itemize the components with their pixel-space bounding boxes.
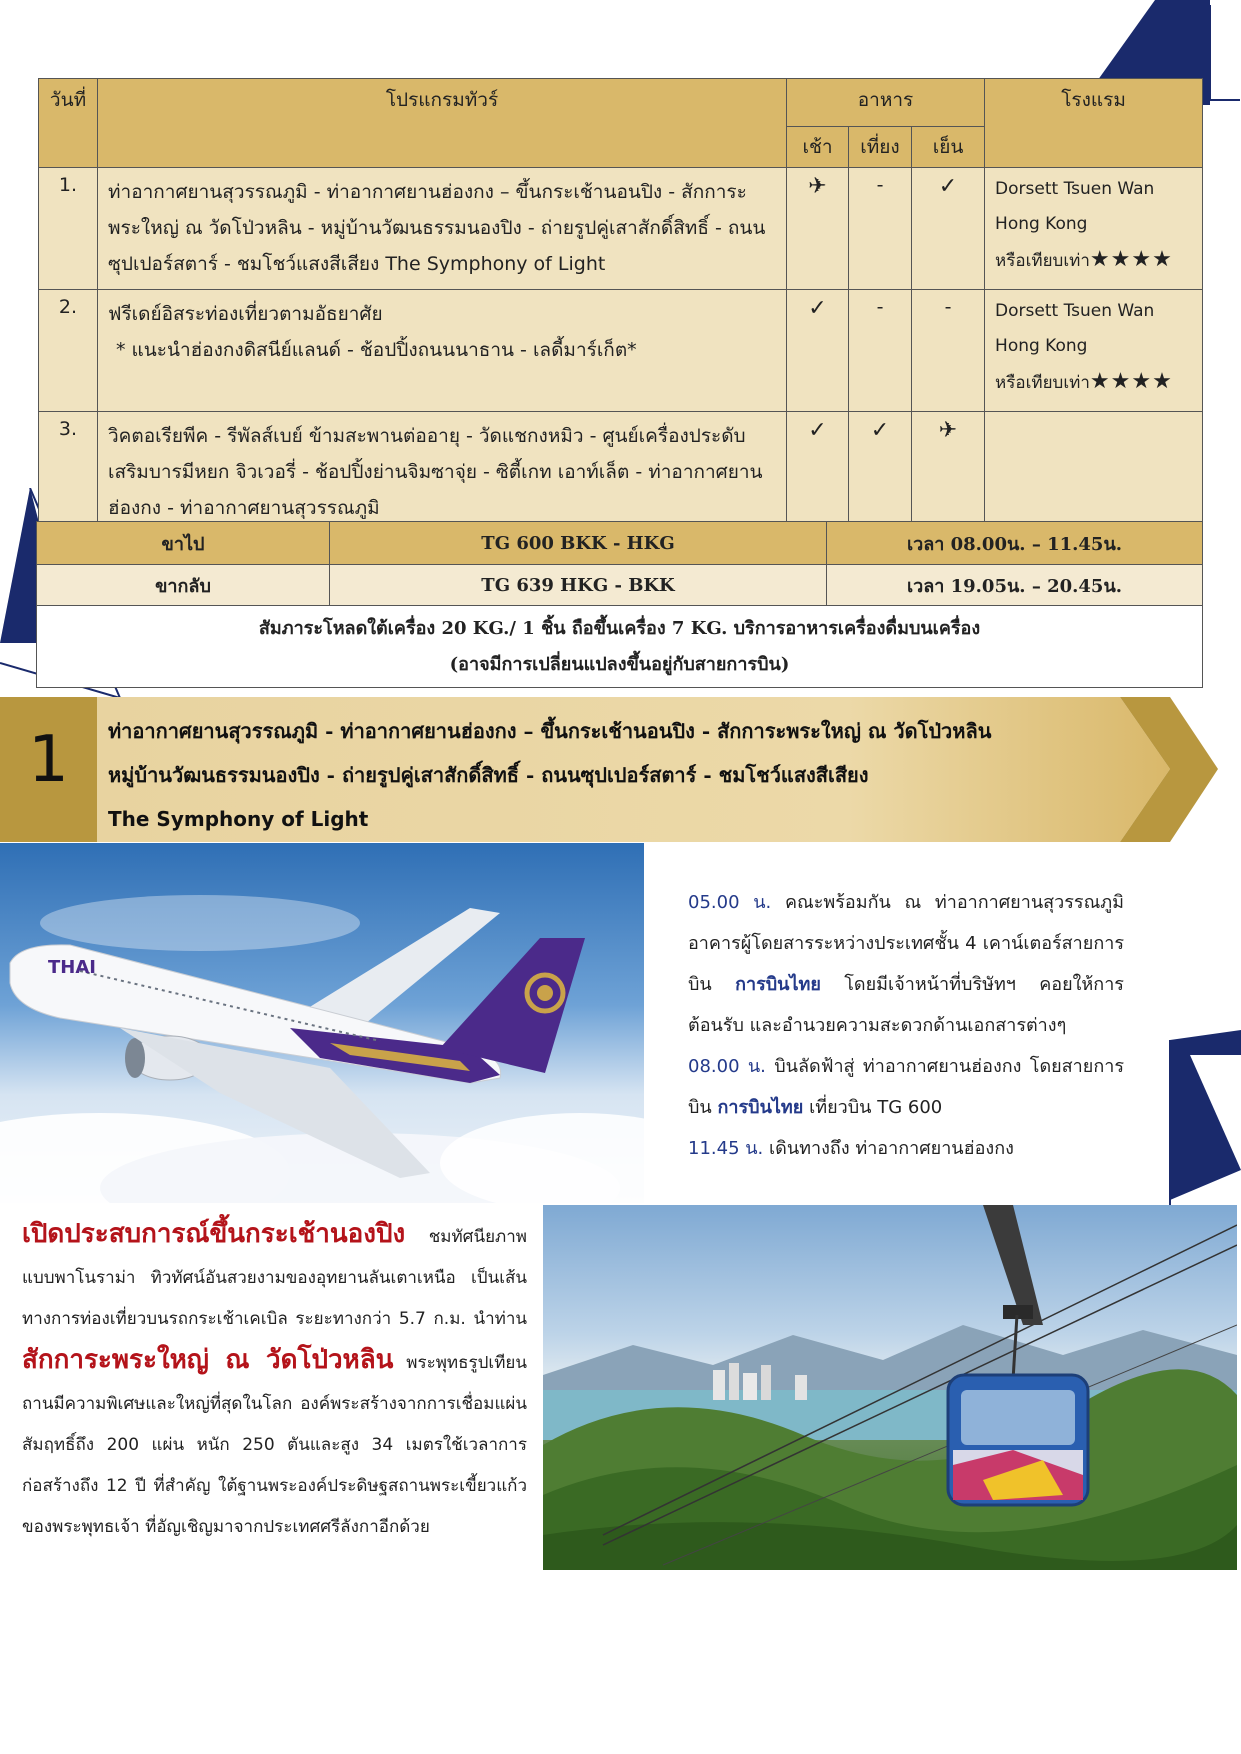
deco-triangle-right-middle [1130, 1030, 1241, 1210]
hotel-name [985, 412, 1203, 536]
header-meals: อาหาร [787, 79, 985, 127]
flight-number: TG 639 HKG - BKK [330, 565, 827, 606]
day-program: ฟรีเดย์อิสระท่องเที่ยวตามอัธยาศัย [108, 303, 383, 325]
check-icon: ✓ [808, 296, 827, 321]
hotel-name: Dorsett Tsuen Wan Hong Kong [995, 301, 1155, 356]
day-title [108, 709, 1138, 841]
airline-logo: THAI [48, 957, 96, 978]
day-title-line-3: The Symphony of Light [108, 807, 369, 831]
cable-car-description [22, 1214, 527, 1548]
baggage-note: (อาจมีการเปลี่ยนแปลงขึ้นอยู่กับสายการบิน) [449, 654, 790, 675]
schedule-text-1b: โดยมีเจ้าหน้าที่บริษัทฯ คอยให้การต้อนรับ และอำนวยความสะดวกด้านเอกสารต่างๆ [688, 974, 1124, 1036]
flight-time: เวลา 19.05น. – 20.45น. [827, 565, 1203, 606]
cable-car-text-1: ชมทัศนียภาพแบบพาโนราม่า ทิวทัศน์อันสวยงามของอุทยานลันเตาเหนือ เป็นเส้นทางการท่องเที่ยวบนรถกระเช้าเคเบิล ระยะทางกว่า 5.7 ก.ม. นำท่าน [22, 1227, 527, 1329]
day-number: 1. [39, 168, 98, 290]
day-program: วิคตอเรียพีค - รีพัลส์เบย์ ข้ามสะพานต่ออายุ - วัดแชกงหมิว - ศูนย์เครื่องประดับเสริมบารมีหยก จิวเวอรี่ - ช้อปปิ้งย่านจิมซาจุ่ย - ซิตี้เกท เอาท์เล็ต - ท่าอากาศยานฮ่องกง - ท่าอากาศยานสุวรรณภูมิ [98, 412, 787, 536]
flight-table [36, 521, 1203, 688]
check-icon: ✓ [938, 174, 958, 199]
header-hotel: โรงแรม [985, 79, 1203, 168]
schedule-text-1: คณะพร้อมกัน ณ ท่าอากาศยานสุวรรณภูมิ อาคารผู้โดยสารระหว่างประเทศชั้น 4 เคาน์เตอร์สายการบิน [688, 892, 1124, 995]
day-title-line-1: ท่าอากาศยานสุวรรณภูมิ - ท่าอากาศยานฮ่องกง – ขึ้นกระเช้านอนปิง - สักการะพระใหญ่ ณ วัดโป่วหลิน [108, 719, 992, 743]
star-rating-icon: ★★★★ [1089, 369, 1173, 394]
flight-label: ขาไป [37, 522, 330, 565]
itinerary-row-day-3 [39, 412, 1203, 536]
day-title-line-2: หมู่บ้านวัฒนธรรมนองปิง - ถ่ายรูปคู่เสาสักดิ์สิทธิ์ - ถนนซุปเปอร์สตาร์ - ชมโชว์แสงสีเสียง [108, 763, 869, 787]
cable-car-illustration [543, 1205, 1237, 1570]
flight-row-outbound [37, 522, 1203, 565]
header-breakfast: เช้า [787, 127, 849, 168]
ngong-ping-cable-car-photo [543, 1205, 1237, 1570]
flight-row-baggage [37, 606, 1203, 688]
itinerary-table [38, 78, 1203, 536]
hotel-name: Dorsett Tsuen Wan Hong Kong [995, 179, 1155, 234]
check-icon: ✓ [870, 418, 890, 443]
itinerary-row-day-2 [39, 290, 1203, 412]
airline-name: การบินไทย [735, 974, 821, 995]
airplane-icon: ✈ [808, 174, 827, 199]
meal-none: - [876, 174, 884, 196]
itinerary-row-day-1 [39, 168, 1203, 290]
hotel-note: หรือเทียบเท่า [995, 251, 1090, 271]
flight-number: TG 600 BKK - HKG [330, 522, 827, 565]
cable-car-text-2: พระพุทธรูปเทียนถานมีความพิเศษและใหญ่ที่สุดในโลก องค์พระสร้างจากการเชื่อมแผ่นสัมฤทธิ์ถึง 200 แผ่น หนัก 250 ตันและสูง 34 เมตรใช้เวลาการก่อสร้างถึง 12 ปี ที่สำคัญ ใต้ฐานพระองค์ประดิษฐสถานพระเขี้ยวแก้ว ของพระพุทธเจ้า ที่อัญเชิญมาจากประเทศศรีลังกาอีกด้วย [22, 1353, 528, 1537]
day-banner [0, 697, 1241, 842]
plane-illustration [0, 843, 644, 1203]
hotel-note: หรือเทียบเท่า [995, 373, 1090, 393]
time-0800: 08.00 น. [688, 1056, 766, 1077]
day-number: 2. [39, 290, 98, 412]
header-day: วันที่ [39, 79, 98, 168]
baggage-info: สัมภาระโหลดใต้เครื่อง 20 KG./ 1 ชิ้น ถือขึ้นเครื่อง 7 KG. บริการอาหารเครื่องดื่มบนเครื่อง [258, 618, 981, 639]
star-rating-icon: ★★★★ [1089, 247, 1173, 272]
meal-none: - [876, 296, 884, 318]
cable-car-heading: เปิดประสบการณ์ขึ้นกระเช้านองปิง [22, 1219, 406, 1249]
time-0500: 05.00 น. [688, 892, 772, 913]
schedule-text-2b: เที่ยวบิน TG 600 [809, 1097, 943, 1118]
header-lunch: เที่ยง [849, 127, 912, 168]
schedule-text-2: บินลัดฟ้าสู่ ท่าอากาศยานฮ่องกง โดยสายการบิน [688, 1056, 1124, 1118]
day-number: 3. [39, 412, 98, 536]
header-program: โปรแกรมทัวร์ [98, 79, 787, 168]
airline-name: การบินไทย [717, 1097, 804, 1118]
day-program-note: * แนะนำฮ่องกงดิสนีย์แลนด์ - ช้อปปิ้งถนนนาธาน - เลดี้มาร์เก็ต* [116, 339, 637, 361]
flight-label: ขากลับ [37, 565, 330, 606]
meal-none: - [944, 296, 952, 318]
airplane-icon: ✈ [938, 418, 958, 443]
day-number-badge: 1 [0, 697, 97, 842]
flight-time: เวลา 08.00น. – 11.45น. [827, 522, 1203, 565]
flight-row-return [37, 565, 1203, 606]
header-dinner: เย็น [912, 127, 985, 168]
thai-airways-plane-photo [0, 843, 644, 1203]
time-1145: 11.45 น. [688, 1138, 764, 1159]
flight-schedule-text [688, 882, 1124, 1169]
day-program: ท่าอากาศยานสุวรรณภูมิ - ท่าอากาศยานฮ่องกง – ขึ้นกระเช้านอนปิง - สักการะพระใหญ่ ณ วัดโป่วหลิน - หมู่บ้านวัฒนธรรมนองปิง - ถ่ายรูปคู่เสาสักดิ์สิทธิ์ - ถนนซุปเปอร์สตาร์ - ชมโชว์แสงสีเสียง The Symphony of Light [98, 168, 787, 290]
big-buddha-heading: สักการะพระใหญ่ ณ วัดโป่วหลิน [22, 1345, 394, 1375]
schedule-text-3: เดินทางถึง ท่าอากาศยานฮ่องกง [769, 1138, 1014, 1159]
check-icon: ✓ [808, 418, 827, 443]
